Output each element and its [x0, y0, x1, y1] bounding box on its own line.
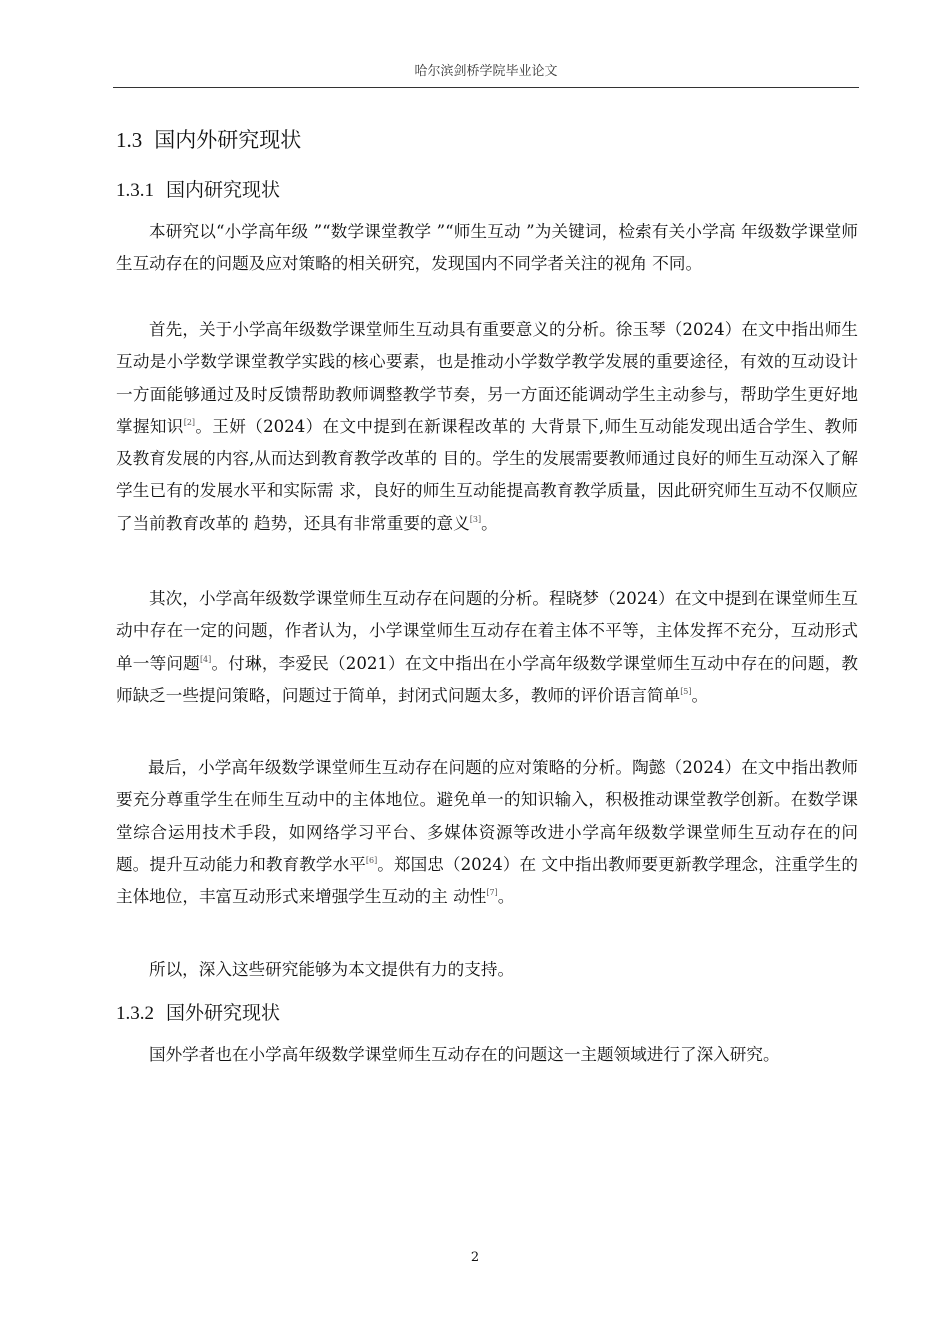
paragraph-problems: [116, 583, 858, 712]
citation-ref: [5]: [680, 686, 692, 696]
paragraph-text: 。王妍（2024）在文中提到在新课程改革的 大背景下,师生互动能发现出适合学生、教师及教育发展的内容,从而达到教育教学改革的 目的。学生的发展需要教师通过良好的师生互动深入了解学生已有的发展水平和实际需 求，良好的师生互动能提高教育教学质量，因此研究师生互动不仅顺应了当前教育改革的 趋势，还具有非常重要的意义: [116, 416, 859, 533]
paragraph-text: 。郑国忠（2024）在 文中指出教师要更新教学理念，注重学生的主体地位，丰富互动形式来增强学生互动的主 动性: [116, 854, 858, 907]
citation-ref: [3]: [469, 514, 482, 524]
citation-ref: [6]: [365, 855, 378, 865]
paragraph-foreign: 国外学者也在小学高年级数学课堂师生互动存在的问题这一主题领域进行了深入研究。: [149, 1045, 780, 1064]
paragraph-strategies: [116, 752, 858, 913]
subsection-number: 1.3.2: [116, 1003, 154, 1024]
paragraph-text: 。: [691, 685, 709, 705]
section-number: 1.3: [116, 128, 143, 152]
citation-ref: [4]: [199, 654, 212, 664]
paragraph-text: 其次，小学高年级数学课堂师生互动存在问题的分析。程晓梦（2024）在文中提到在课堂师生互动中存在一定的问题，作者认为，小学课堂师生互动存在着主体不平等，主体发挥不充分，互动形式单一等问题: [116, 589, 858, 673]
section-heading: [116, 124, 301, 154]
subsection-title: 国外研究现状: [166, 1002, 281, 1024]
subsection-heading-domestic: [116, 175, 280, 202]
paragraph-text: 。: [497, 887, 515, 907]
paragraph-conclusion: 所以，深入这些研究能够为本文提供有力的支持。: [149, 960, 515, 979]
paragraph-text: 。付琳，李爱民（2021）在文中指出在小学高年级数学课堂师生互动中存在的问题，教师缺乏一些提问策略，问题过于简单，封闭式问题太多，教师的评价语言简单: [116, 653, 859, 705]
paragraph-text: 。: [481, 513, 498, 533]
subsection-number: 1.3.1: [116, 180, 154, 201]
section-title: 国内外研究现状: [154, 128, 302, 152]
paragraph-text: 首先，关于小学高年级数学课堂师生互动具有重要意义的分析。徐玉琴（2024）在文中指出师生互动是小学数学课堂教学实践的核心要素，也是推动小学数学教学发展的重要途径，有效的互动设计一方面能够通过及时反馈帮助教师调整教学节奏，另一方面还能调动学生主动参与，帮助学生更好地掌握知识: [116, 320, 858, 436]
paragraph-intro: 本研究以“小学高年级 ”“数学课堂教学 ”“师生互动 ”为关键词，检索有关小学高 年级数学课堂师生互动存在的问题及应对策略的相关研究，发现国内不同学者关注的视角 不同。: [116, 222, 858, 274]
page-header: 哈尔滨剑桥学院毕业论文: [414, 64, 558, 79]
header-divider: [113, 87, 859, 88]
citation-ref: [7]: [486, 888, 498, 898]
paragraph-significance: [116, 314, 858, 540]
subsection-heading-foreign: [116, 998, 280, 1025]
page-number: 2: [470, 1250, 480, 1265]
citation-ref: [2]: [183, 417, 196, 427]
subsection-title: 国内研究现状: [166, 179, 281, 201]
paragraph-text: 最后，小学高年级数学课堂师生互动存在问题的应对策略的分析。陶懿（2024）在文中指出教师要充分尊重学生在师生互动中的主体地位。避免单一的知识输入，积极推动课堂教学创新。在数学课堂综合运用技术手段，如网络学习平台、多媒体资源等改进小学高年级数学课堂师生互动存在的问题。提升互动能力和教育教学水平: [116, 758, 858, 874]
